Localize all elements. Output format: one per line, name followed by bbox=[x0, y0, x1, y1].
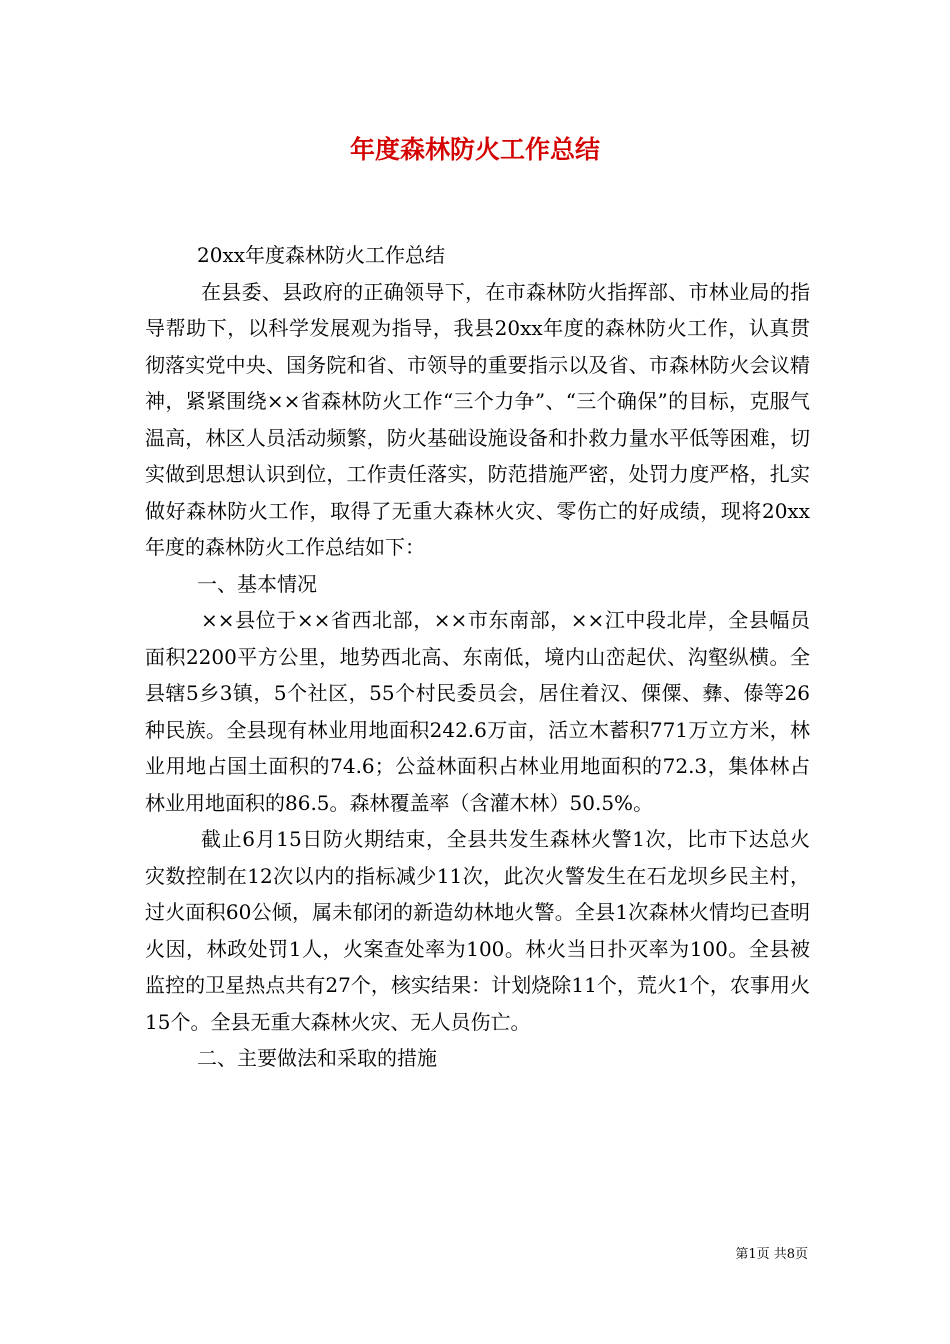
document-body bbox=[145, 237, 810, 1077]
paragraph-county-overview: ××县位于××省西北部，××市东南部，××江中段北岸，全县幅员面积2200平方公里，地势西北高、东南低，境内山峦起伏、沟壑纵横。全县辖5乡3镇，5个社区，55个村民委员会，居住着汉、傈僳、彝、傣等26种民族。全县现有林业用地面积242.6万亩，活立木蓄积771万立方米，林业用地占国土面积的74.6；公益林面积占林业用地面积的72.3，集体林占林业用地面积的86.5。森林覆盖率（含灌木林）50.5%。 bbox=[145, 608, 810, 815]
page-title: 年度森林防火工作总结 bbox=[349, 135, 600, 164]
section-heading-measures: 二、主要做法和采取的措施 bbox=[197, 1046, 437, 1070]
section-heading-basic-situation: 一、基本情况 bbox=[197, 571, 317, 596]
document-subtitle: 20xx年度森林防火工作总结 bbox=[197, 243, 446, 267]
paragraph-intro: 在县委、县政府的正确领导下，在市森林防火指挥部、市林业局的指导帮助下，以科学发展观为指导，我县20xx年度的森林防火工作，认真贯彻落实党中央、国务院和省、市领导的重要指示以及省、市森林防火会议精神，紧紧围绕××省森林防火工作“三个力争”、“三个确保”的目标，克服气温高，林区人员活动频繁，防火基础设施设备和扑救力量水平低等困难，切实做到思想认识到位，工作责任落实，防范措施严密，处罚力度严格，扎实做好森林防火工作，取得了无重大森林火灾、零伤亡的好成绩，现将20xx年度的森林防火工作总结如下： bbox=[145, 279, 810, 559]
page-number: 第1页 共8页 bbox=[735, 1247, 808, 1262]
paragraph-fire-statistics: 截止6月15日防火期结束，全县共发生森林火警1次，比市下达总火灾数控制在12次以内的指标减少11次，此次火警发生在石龙坝乡民主村，过火面积60公倾，属未郁闭的新造幼林地火警。全县1次森林火情均已查明火因，林政处罚1人，火案查处率为100。林火当日扑灭率为100。全县被监控的卫星热点共有27个，核实结果：计划烧除11个，荒火1个，农事用火15个。全县无重大森林火灾、无人员伤亡。 bbox=[145, 827, 810, 1034]
